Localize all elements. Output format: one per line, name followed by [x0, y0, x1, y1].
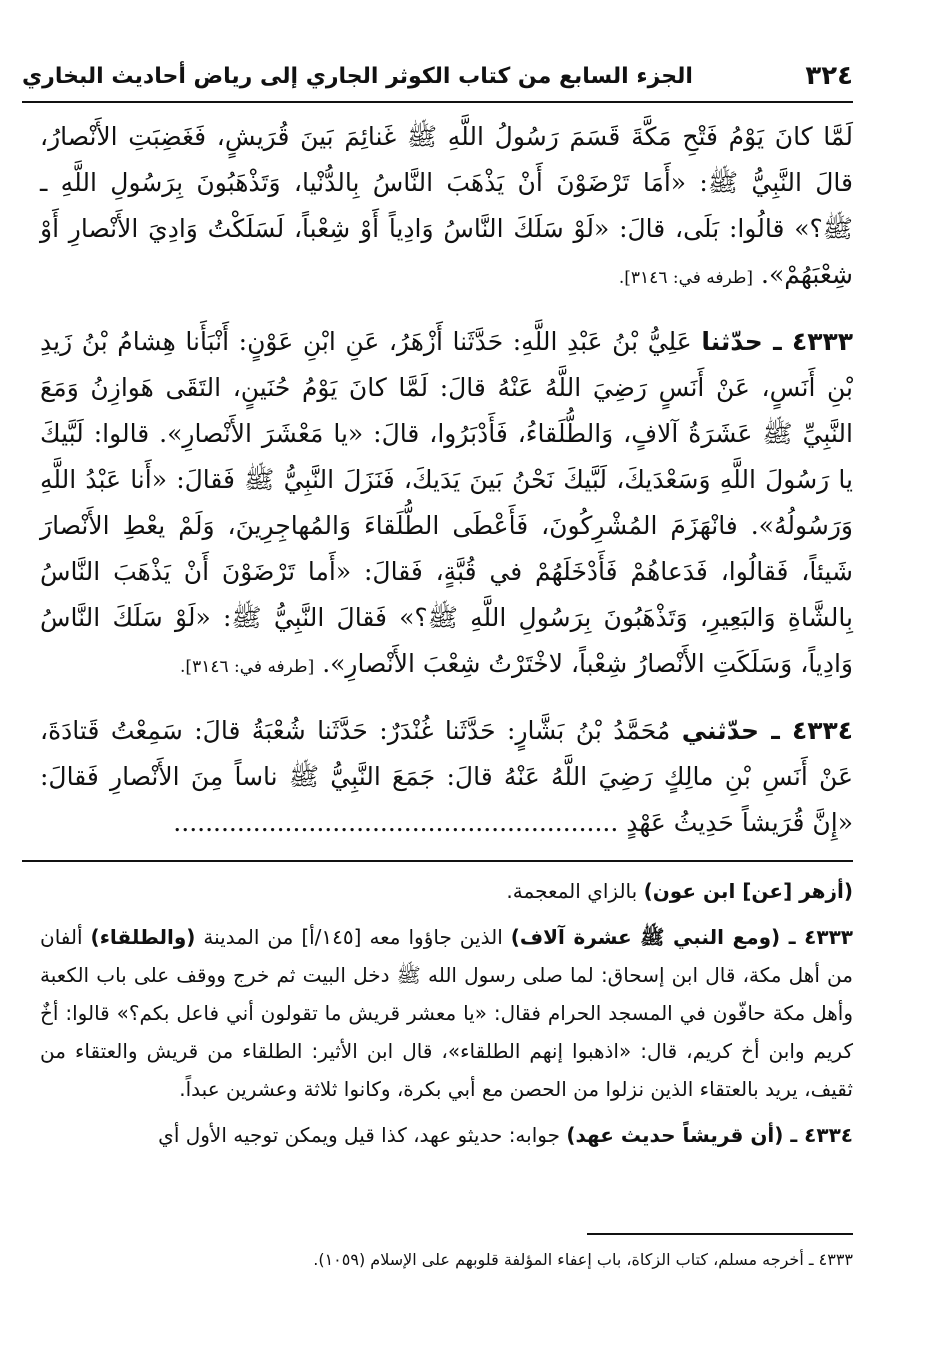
commentary-note-4333 — [40, 918, 853, 1108]
header-rule — [22, 101, 853, 103]
page-header — [22, 52, 853, 100]
commentary-lemma: (والطلقاء) — [90, 925, 196, 949]
commentary-note-azhar — [40, 872, 853, 910]
hadith-number: ٤٣٣٤ ـ حدّثني — [681, 716, 854, 745]
hadith-number: ٤٣٣٣ ـ حدّثنا — [701, 327, 853, 356]
page-number: ٣٢٤ — [805, 61, 853, 91]
commentary-text: الذين جاؤوا معه [١٤٥/أ] من المدينة — [203, 925, 503, 949]
commentary-lemma: ٤٣٣٣ ـ (ومع النبي ﷺ عشرة آلاف) — [510, 925, 853, 949]
commentary-text: جوابه: حديثو عهد، كذا قيل ويمكن توجيه الأول أي — [158, 1123, 560, 1147]
commentary-lemma: (أزهر [عن] ابن عون) — [643, 879, 853, 903]
running-title: الجزء السابع من كتاب الكوثر الجاري إلى رياض أحاديث البخاري — [22, 63, 693, 89]
footnote-rule — [587, 1233, 853, 1235]
commentary — [40, 872, 853, 1162]
hadith-text-body: عَلِيُّ بْنُ عَبْدِ اللَّهِ: حَدَّثَنا أَزْهَرُ، عَنِ ابْنِ عَوْنٍ: أَنْبَأَنا هِشامُ بْنُ زَيدِ بْنِ أَنَسٍ، عَنْ أَنَسٍ رَضِيَ اللَّهُ عَنْهُ قالَ: لَمَّا كانَ يَوْمُ حُنَينٍ، التَقَى هَوازِنُ وَمَعَ النَّبِيِّ ﷺ عَشَرَةُ آلافٍ، وَالطُّلَقاءُ، فَأَدْبَرُوا، قالَ: «يا مَعْشَرَ الأَنْصارِ». قالوا: لَبَّيكَ يا رَسُولَ اللَّهِ وَسَعْدَيكَ، لَبَّيكَ نَحْنُ بَينَ يَدَيكَ، فَنَزَلَ النَّبِيُّ ﷺ فَقالَ: «أَنا عَبْدُ اللَّهِ وَرَسُولُهُ». فانْهَزَمَ المُشْرِكُونَ، فَأَعْطَى الطُّلَقاءَ وَالمُهاجِرِينَ، وَلَمْ يعْطِ الأَنْصارَ شَيئاً، فَقالُوا، فَدَعاهُمْ فَأَدْخَلَهُمْ في قُبَّةٍ، فَقالَ: «أَما تَرْضَوْنَ أَنْ يَذْهَبَ النَّاسُ بِالشَّاةِ وَالبَعِيرِ، وَتَذْهَبُونَ بِرَسُولِ اللَّهِ ﷺ؟» فَقالَ النَّبِيُّ ﷺ: «لَوْ سَلَكَ النَّاسُ وَادِياً، وَسَلَكَتِ الأَنْصارُ شِعْباً، لاخْتَرْتُ شِعْبَ الأَنْصارِ». — [40, 327, 853, 678]
commentary-lemma: ٤٣٣٤ ـ (أن قريشاً حديث عهد) — [566, 1123, 853, 1147]
continuation-dots: ........................................................ — [173, 808, 619, 837]
hadith-text — [40, 114, 853, 864]
hadith-4334 — [40, 708, 853, 846]
commentary-divider — [22, 860, 853, 862]
hadith-text-body: لَمَّا كانَ يَوْمُ فَتْحِ مَكَّةَ قَسَمَ رَسُولُ اللَّهِ ﷺ غَنائِمَ بَينَ قُرَيشٍ، فَغَضِبَتِ الأَنْصارُ، قالَ النَّبِيُّ ﷺ: «أَمَا تَرْضَوْنَ أَنْ يَذْهَبَ النَّاسُ بِالدُّنْيا، وَتَذْهَبُونَ بِرَسُولِ اللَّهِ ـ ﷺ؟» قالُوا: بَلَى، قالَ: «لَوْ سَلَكَ النَّاسُ وَادِياً أَوْ شِعْباً، لَسَلَكْتُ وَادِيَ الأَنْصارِ أَوْ شِعْبَهُمْ». — [40, 122, 853, 289]
commentary-text: ألفان من أهل مكة، قال ابن إسحاق: لما صلى رسول الله ﷺ دخل البيت ثم خرج ووقف على باب الكعبة وأهل مكة حافّون في المسجد الحرام فقال: «يا معشر قريش ما تقولون أني فاعل بكم؟» قالوا: أخٌ كريم وابن أخ كريم، قال: «اذهبوا إنهم الطلقاء»، قال ابن الأثير: الطلقاء من قريش والعتقاء من ثقيف، يريد بالعتقاء الذين نزلوا من الحصن مع أبي بكرة، وكانوا ثلاثة وعشرين عبداً. — [40, 925, 853, 1101]
commentary-text: بالزاي المعجمة. — [506, 879, 638, 903]
footnote: ٤٣٣٣ ـ أخرجه مسلم، كتاب الزكاة، باب إعفاء المؤلفة قلوبهم على الإسلام (١٠٥٩). — [313, 1250, 853, 1269]
commentary-note-4334 — [40, 1116, 853, 1154]
hadith-4333 — [40, 319, 853, 690]
hadith-text-body: مُحَمَّدُ بْنُ بَشَّارٍ: حَدَّثَنا غُنْدَرٌ: حَدَّثَنا شُعْبَةُ قالَ: سَمِعْتُ قَتادَةَ، عَنْ أَنَسِ بْنِ مالِكٍ رَضِيَ اللَّهُ عَنْهُ قالَ: جَمَعَ النَّبِيُّ ﷺ ناساً مِنَ الأَنْصارِ فَقالَ: «إِنَّ قُرَيشاً حَدِيثُ عَهْدٍ — [40, 716, 853, 837]
cross-reference: [طرفه في: ٣١٤٦]. — [180, 657, 315, 677]
cross-reference: [طرفه في: ٣١٤٦]. — [618, 268, 754, 288]
hadith-4332-continuation — [40, 114, 853, 301]
